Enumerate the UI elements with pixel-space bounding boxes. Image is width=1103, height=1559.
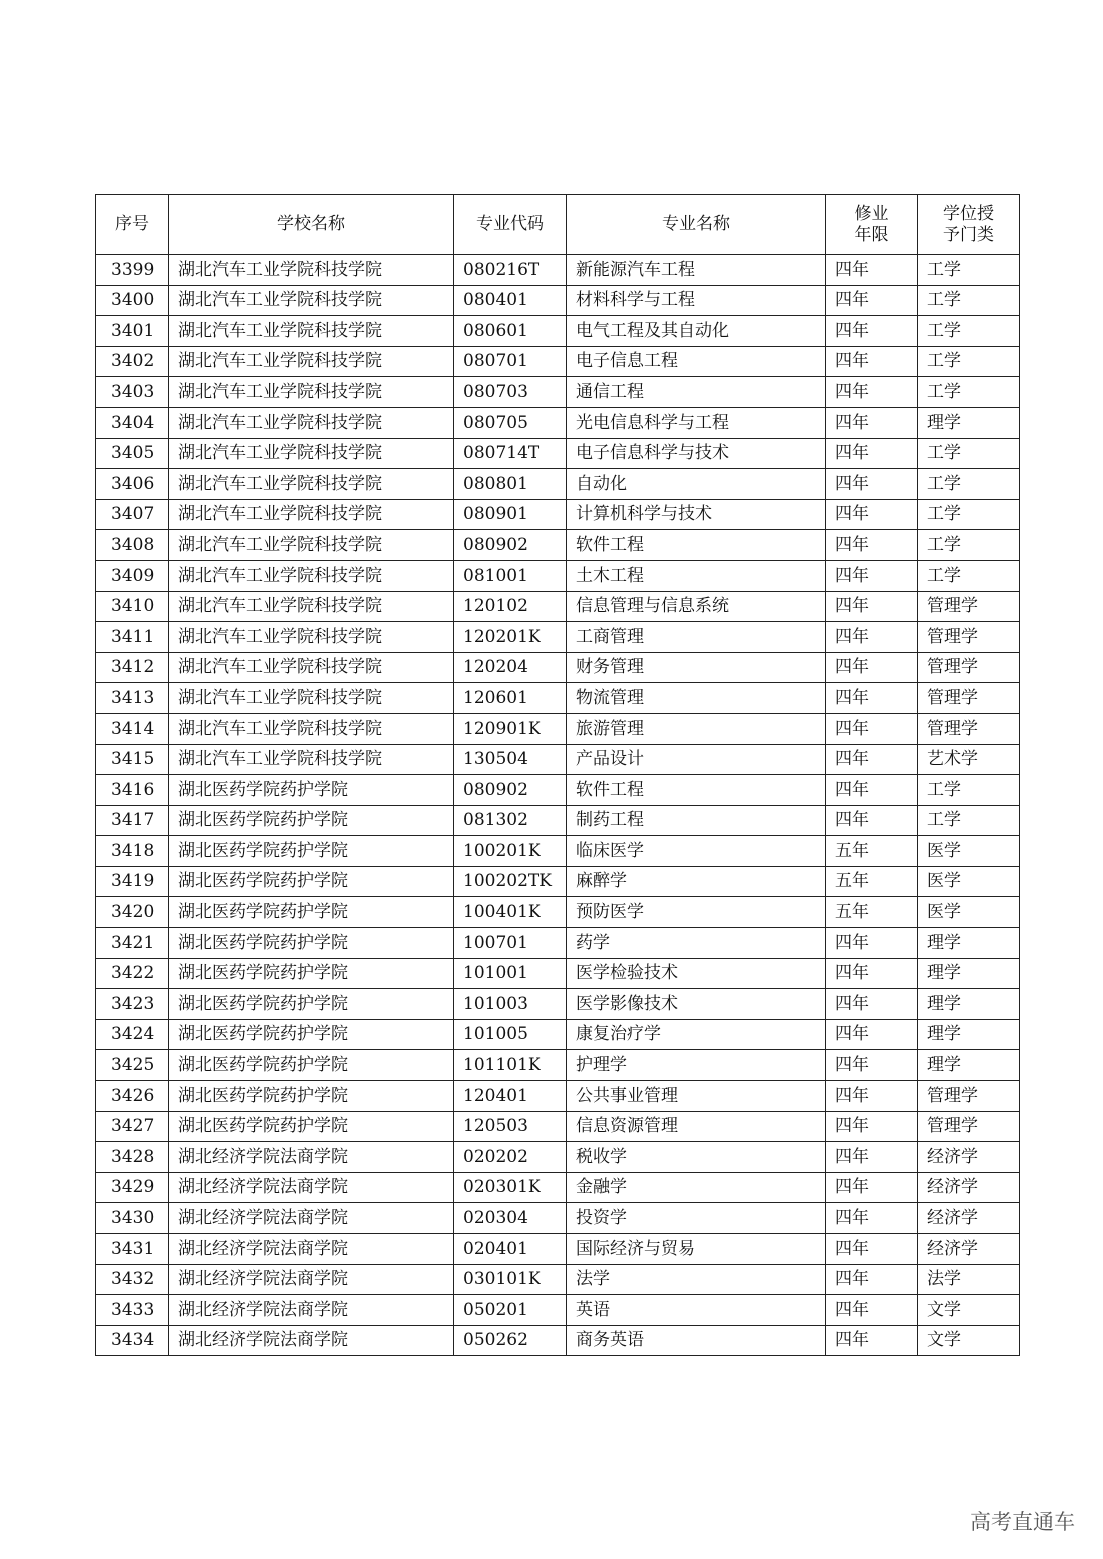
cell-years: 四年 [826, 713, 918, 744]
cell-major: 医学检验技术 [567, 958, 826, 989]
cell-code: 100401K [454, 897, 567, 928]
cell-major: 电气工程及其自动化 [567, 316, 826, 347]
header-code: 专业代码 [454, 195, 567, 255]
table-row [96, 407, 1020, 438]
cell-major: 产品设计 [567, 744, 826, 775]
header-years [826, 195, 918, 255]
cell-seq: 3404 [96, 407, 169, 438]
cell-school: 湖北医药学院药护学院 [169, 989, 454, 1020]
table-row [96, 1081, 1020, 1112]
cell-code: 080703 [454, 377, 567, 408]
cell-major: 康复治疗学 [567, 1019, 826, 1050]
cell-degree: 工学 [918, 285, 1020, 316]
cell-code: 100701 [454, 928, 567, 959]
cell-code: 020202 [454, 1142, 567, 1173]
cell-degree: 管理学 [918, 1081, 1020, 1112]
cell-code: 120601 [454, 683, 567, 714]
cell-school: 湖北经济学院法商学院 [169, 1234, 454, 1265]
cell-seq: 3432 [96, 1264, 169, 1295]
cell-years: 四年 [826, 1203, 918, 1234]
cell-years: 四年 [826, 407, 918, 438]
cell-code: 101005 [454, 1019, 567, 1050]
cell-seq: 3408 [96, 530, 169, 561]
cell-seq: 3429 [96, 1172, 169, 1203]
cell-school: 湖北经济学院法商学院 [169, 1142, 454, 1173]
cell-seq: 3423 [96, 989, 169, 1020]
cell-degree: 理学 [918, 989, 1020, 1020]
table-row [96, 499, 1020, 530]
cell-seq: 3422 [96, 958, 169, 989]
cell-degree: 工学 [918, 346, 1020, 377]
cell-code: 120204 [454, 652, 567, 683]
cell-school: 湖北汽车工业学院科技学院 [169, 285, 454, 316]
header-degree-line1: 学位授 [943, 204, 994, 225]
cell-code: 120503 [454, 1111, 567, 1142]
cell-seq: 3417 [96, 805, 169, 836]
cell-degree: 工学 [918, 530, 1020, 561]
cell-major: 投资学 [567, 1203, 826, 1234]
cell-school: 湖北汽车工业学院科技学院 [169, 469, 454, 500]
cell-degree: 文学 [918, 1295, 1020, 1326]
cell-code: 120401 [454, 1081, 567, 1112]
cell-years: 四年 [826, 377, 918, 408]
cell-degree: 经济学 [918, 1234, 1020, 1265]
table-row [96, 316, 1020, 347]
cell-school: 湖北经济学院法商学院 [169, 1325, 454, 1356]
cell-code: 080601 [454, 316, 567, 347]
table-row [96, 255, 1020, 286]
cell-code: 080801 [454, 469, 567, 500]
table-row [96, 560, 1020, 591]
cell-school: 湖北经济学院法商学院 [169, 1264, 454, 1295]
cell-school: 湖北汽车工业学院科技学院 [169, 377, 454, 408]
cell-code: 080705 [454, 407, 567, 438]
cell-code: 080714T [454, 438, 567, 469]
cell-code: 081302 [454, 805, 567, 836]
cell-years: 四年 [826, 1142, 918, 1173]
cell-major: 通信工程 [567, 377, 826, 408]
cell-degree: 管理学 [918, 652, 1020, 683]
cell-school: 湖北医药学院药护学院 [169, 897, 454, 928]
cell-major: 临床医学 [567, 836, 826, 867]
cell-major: 材料科学与工程 [567, 285, 826, 316]
cell-school: 湖北经济学院法商学院 [169, 1172, 454, 1203]
cell-seq: 3421 [96, 928, 169, 959]
table-header-row [96, 195, 1020, 255]
cell-seq: 3400 [96, 285, 169, 316]
table-row [96, 591, 1020, 622]
cell-years: 四年 [826, 1081, 918, 1112]
cell-degree: 理学 [918, 407, 1020, 438]
cell-degree: 医学 [918, 836, 1020, 867]
cell-school: 湖北汽车工业学院科技学院 [169, 407, 454, 438]
cell-years: 四年 [826, 530, 918, 561]
cell-seq: 3428 [96, 1142, 169, 1173]
cell-years: 四年 [826, 1264, 918, 1295]
cell-major: 信息资源管理 [567, 1111, 826, 1142]
cell-major: 工商管理 [567, 622, 826, 653]
cell-seq: 3409 [96, 560, 169, 591]
cell-school: 湖北汽车工业学院科技学院 [169, 591, 454, 622]
cell-degree: 管理学 [918, 713, 1020, 744]
cell-seq: 3426 [96, 1081, 169, 1112]
table-row [96, 928, 1020, 959]
cell-code: 101101K [454, 1050, 567, 1081]
cell-code: 100201K [454, 836, 567, 867]
cell-years: 四年 [826, 958, 918, 989]
cell-degree: 管理学 [918, 622, 1020, 653]
cell-major: 国际经济与贸易 [567, 1234, 826, 1265]
cell-degree: 经济学 [918, 1142, 1020, 1173]
table-row [96, 1142, 1020, 1173]
header-years-line1: 修业 [854, 204, 889, 225]
cell-major: 预防医学 [567, 897, 826, 928]
cell-code: 120201K [454, 622, 567, 653]
cell-code: 081001 [454, 560, 567, 591]
cell-code: 100202TK [454, 866, 567, 897]
cell-school: 湖北医药学院药护学院 [169, 836, 454, 867]
cell-code: 120102 [454, 591, 567, 622]
cell-code: 080401 [454, 285, 567, 316]
cell-school: 湖北医药学院药护学院 [169, 928, 454, 959]
cell-school: 湖北汽车工业学院科技学院 [169, 744, 454, 775]
cell-major: 金融学 [567, 1172, 826, 1203]
cell-degree: 工学 [918, 560, 1020, 591]
cell-years: 四年 [826, 1234, 918, 1265]
cell-school: 湖北汽车工业学院科技学院 [169, 346, 454, 377]
cell-seq: 3413 [96, 683, 169, 714]
cell-school: 湖北汽车工业学院科技学院 [169, 713, 454, 744]
cell-major: 药学 [567, 928, 826, 959]
cell-years: 四年 [826, 499, 918, 530]
table-row [96, 683, 1020, 714]
table-row [96, 652, 1020, 683]
header-degree-line2: 予门类 [943, 224, 994, 245]
cell-school: 湖北汽车工业学院科技学院 [169, 499, 454, 530]
cell-years: 四年 [826, 1019, 918, 1050]
table-row [96, 1203, 1020, 1234]
cell-major: 公共事业管理 [567, 1081, 826, 1112]
table-row [96, 377, 1020, 408]
header-school: 学校名称 [169, 195, 454, 255]
table-row [96, 836, 1020, 867]
cell-years: 四年 [826, 683, 918, 714]
cell-years: 四年 [826, 316, 918, 347]
cell-degree: 艺术学 [918, 744, 1020, 775]
cell-code: 080902 [454, 530, 567, 561]
cell-years: 四年 [826, 652, 918, 683]
cell-years: 四年 [826, 255, 918, 286]
table-row [96, 989, 1020, 1020]
cell-major: 护理学 [567, 1050, 826, 1081]
cell-degree: 法学 [918, 1264, 1020, 1295]
cell-years: 四年 [826, 591, 918, 622]
cell-degree: 理学 [918, 1050, 1020, 1081]
cell-school: 湖北汽车工业学院科技学院 [169, 652, 454, 683]
table-row [96, 744, 1020, 775]
cell-degree: 工学 [918, 775, 1020, 806]
cell-major: 旅游管理 [567, 713, 826, 744]
cell-degree: 工学 [918, 316, 1020, 347]
cell-degree: 医学 [918, 897, 1020, 928]
cell-years: 四年 [826, 928, 918, 959]
table-body [96, 255, 1020, 1356]
cell-degree: 工学 [918, 377, 1020, 408]
cell-seq: 3416 [96, 775, 169, 806]
table-row [96, 1019, 1020, 1050]
cell-years: 四年 [826, 775, 918, 806]
header-seq: 序号 [96, 195, 169, 255]
table-row [96, 1325, 1020, 1356]
table-row [96, 285, 1020, 316]
cell-degree: 工学 [918, 469, 1020, 500]
cell-code: 080902 [454, 775, 567, 806]
cell-degree: 理学 [918, 928, 1020, 959]
cell-degree: 管理学 [918, 683, 1020, 714]
cell-major: 计算机科学与技术 [567, 499, 826, 530]
table-row [96, 530, 1020, 561]
cell-school: 湖北汽车工业学院科技学院 [169, 255, 454, 286]
cell-years: 四年 [826, 560, 918, 591]
cell-years: 四年 [826, 744, 918, 775]
table-row [96, 897, 1020, 928]
cell-major: 电子信息科学与技术 [567, 438, 826, 469]
cell-degree: 工学 [918, 255, 1020, 286]
cell-years: 四年 [826, 622, 918, 653]
cell-years: 四年 [826, 346, 918, 377]
cell-major: 软件工程 [567, 775, 826, 806]
cell-code: 020401 [454, 1234, 567, 1265]
cell-years: 四年 [826, 1325, 918, 1356]
cell-code: 120901K [454, 713, 567, 744]
table-row [96, 1264, 1020, 1295]
cell-seq: 3415 [96, 744, 169, 775]
cell-seq: 3399 [96, 255, 169, 286]
table-row [96, 958, 1020, 989]
cell-major: 光电信息科学与工程 [567, 407, 826, 438]
header-degree [918, 195, 1020, 255]
watermark: 高考直通车 [970, 1510, 1075, 1534]
cell-school: 湖北经济学院法商学院 [169, 1203, 454, 1234]
cell-major: 自动化 [567, 469, 826, 500]
cell-school: 湖北汽车工业学院科技学院 [169, 530, 454, 561]
cell-years: 四年 [826, 438, 918, 469]
cell-major: 电子信息工程 [567, 346, 826, 377]
cell-school: 湖北汽车工业学院科技学院 [169, 622, 454, 653]
cell-school: 湖北医药学院药护学院 [169, 1019, 454, 1050]
cell-seq: 3405 [96, 438, 169, 469]
cell-seq: 3434 [96, 1325, 169, 1356]
cell-major: 麻醉学 [567, 866, 826, 897]
cell-seq: 3403 [96, 377, 169, 408]
cell-code: 020304 [454, 1203, 567, 1234]
header-years-line2: 年限 [854, 224, 889, 245]
cell-code: 101001 [454, 958, 567, 989]
cell-major: 商务英语 [567, 1325, 826, 1356]
cell-code: 080901 [454, 499, 567, 530]
table-row [96, 346, 1020, 377]
cell-school: 湖北经济学院法商学院 [169, 1295, 454, 1326]
cell-school: 湖北医药学院药护学院 [169, 1111, 454, 1142]
cell-years: 四年 [826, 1295, 918, 1326]
cell-code: 080216T [454, 255, 567, 286]
cell-seq: 3430 [96, 1203, 169, 1234]
cell-school: 湖北汽车工业学院科技学院 [169, 560, 454, 591]
table-row [96, 469, 1020, 500]
header-major: 专业名称 [567, 195, 826, 255]
table-row [96, 438, 1020, 469]
cell-degree: 管理学 [918, 1111, 1020, 1142]
cell-years: 五年 [826, 836, 918, 867]
majors-table [95, 194, 1020, 1356]
cell-seq: 3410 [96, 591, 169, 622]
cell-seq: 3411 [96, 622, 169, 653]
cell-seq: 3427 [96, 1111, 169, 1142]
cell-seq: 3401 [96, 316, 169, 347]
cell-code: 020301K [454, 1172, 567, 1203]
cell-code: 101003 [454, 989, 567, 1020]
cell-school: 湖北医药学院药护学院 [169, 1081, 454, 1112]
cell-years: 五年 [826, 897, 918, 928]
cell-seq: 3406 [96, 469, 169, 500]
cell-seq: 3424 [96, 1019, 169, 1050]
cell-major: 信息管理与信息系统 [567, 591, 826, 622]
cell-seq: 3431 [96, 1234, 169, 1265]
cell-years: 四年 [826, 989, 918, 1020]
table-row [96, 866, 1020, 897]
cell-seq: 3433 [96, 1295, 169, 1326]
cell-years: 四年 [826, 1111, 918, 1142]
table-row [96, 1234, 1020, 1265]
cell-code: 030101K [454, 1264, 567, 1295]
table-row [96, 622, 1020, 653]
cell-school: 湖北医药学院药护学院 [169, 866, 454, 897]
cell-school: 湖北汽车工业学院科技学院 [169, 438, 454, 469]
cell-major: 财务管理 [567, 652, 826, 683]
cell-school: 湖北医药学院药护学院 [169, 958, 454, 989]
cell-major: 新能源汽车工程 [567, 255, 826, 286]
cell-degree: 理学 [918, 1019, 1020, 1050]
cell-seq: 3402 [96, 346, 169, 377]
cell-years: 四年 [826, 1050, 918, 1081]
cell-major: 税收学 [567, 1142, 826, 1173]
cell-code: 050201 [454, 1295, 567, 1326]
cell-degree: 工学 [918, 805, 1020, 836]
table-row [96, 775, 1020, 806]
cell-major: 物流管理 [567, 683, 826, 714]
cell-code: 080701 [454, 346, 567, 377]
cell-seq: 3420 [96, 897, 169, 928]
table-row [96, 1111, 1020, 1142]
table-row [96, 1295, 1020, 1326]
cell-school: 湖北汽车工业学院科技学院 [169, 683, 454, 714]
cell-degree: 管理学 [918, 591, 1020, 622]
cell-degree: 经济学 [918, 1172, 1020, 1203]
cell-seq: 3414 [96, 713, 169, 744]
cell-code: 050262 [454, 1325, 567, 1356]
cell-degree: 医学 [918, 866, 1020, 897]
cell-years: 四年 [826, 1172, 918, 1203]
cell-years: 五年 [826, 866, 918, 897]
cell-major: 英语 [567, 1295, 826, 1326]
cell-degree: 工学 [918, 499, 1020, 530]
cell-seq: 3418 [96, 836, 169, 867]
cell-years: 四年 [826, 469, 918, 500]
cell-degree: 文学 [918, 1325, 1020, 1356]
cell-years: 四年 [826, 285, 918, 316]
table-row [96, 1050, 1020, 1081]
cell-degree: 经济学 [918, 1203, 1020, 1234]
cell-seq: 3419 [96, 866, 169, 897]
cell-school: 湖北医药学院药护学院 [169, 1050, 454, 1081]
cell-major: 土木工程 [567, 560, 826, 591]
cell-major: 软件工程 [567, 530, 826, 561]
cell-school: 湖北汽车工业学院科技学院 [169, 316, 454, 347]
cell-code: 130504 [454, 744, 567, 775]
cell-seq: 3412 [96, 652, 169, 683]
cell-school: 湖北医药学院药护学院 [169, 805, 454, 836]
table-row [96, 805, 1020, 836]
cell-major: 医学影像技术 [567, 989, 826, 1020]
cell-seq: 3407 [96, 499, 169, 530]
cell-degree: 理学 [918, 958, 1020, 989]
cell-seq: 3425 [96, 1050, 169, 1081]
cell-major: 制药工程 [567, 805, 826, 836]
cell-degree: 工学 [918, 438, 1020, 469]
cell-major: 法学 [567, 1264, 826, 1295]
table-row [96, 713, 1020, 744]
cell-school: 湖北医药学院药护学院 [169, 775, 454, 806]
cell-years: 四年 [826, 805, 918, 836]
table-row [96, 1172, 1020, 1203]
